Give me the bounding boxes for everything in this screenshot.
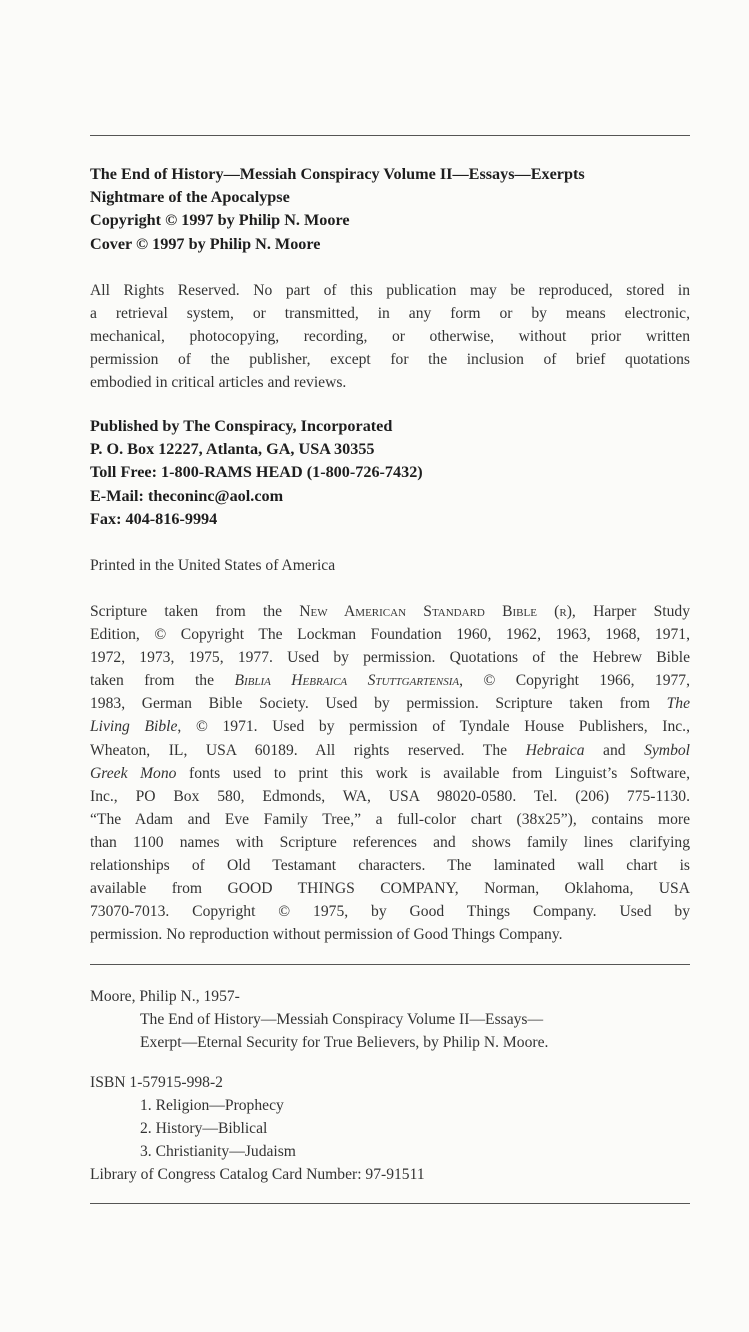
bible-name: The	[666, 695, 690, 713]
publisher-address: P. O. Box 12227, Atlanta, GA, USA 30355	[90, 440, 375, 459]
text: , © 1971. Used by permission of Tyndale House Publishers, Inc.,	[177, 718, 690, 736]
text: 1983, German Bible Society. Used by permission. Scripture taken from	[90, 695, 667, 713]
scripture-line: Edition, © Copyright The Lockman Foundation 1960, 1962, 1963, 1968, 1971,	[90, 626, 690, 644]
scripture-line	[90, 715, 690, 738]
scripture-line: 1972, 1973, 1975, 1977. Used by permission. Quotations of the Hebrew Bible	[90, 649, 690, 667]
text: Scripture taken from the	[90, 603, 300, 620]
rights-line: All Rights Reserved. No part of this publication may be reproduced, stored in	[90, 282, 690, 299]
scripture-paragraph	[90, 600, 690, 946]
text: and	[584, 741, 645, 759]
scripture-line: 73070-7013. Copyright © 1975, by Good Things Company. Used by	[90, 903, 690, 921]
cover-copyright-line: Cover © 1997 by Philip N. Moore	[90, 234, 321, 253]
text: fonts used to print this work is available from Linguist’s Software,	[176, 764, 691, 782]
bible-name: Living Bible	[90, 718, 178, 736]
catalog-title: The End of History—Messiah Conspiracy Volume II—Essays—	[140, 1011, 544, 1029]
catalog-author: Moore, Philip N., 1957-	[90, 988, 240, 1005]
scripture-line: available from GOOD THINGS COMPANY, Norman, Oklahoma, USA	[90, 880, 690, 898]
text: , © Copyright 1966, 1977,	[459, 672, 690, 690]
catalog-subjects	[90, 1071, 690, 1186]
bottom-rule	[90, 1203, 690, 1204]
top-rule	[90, 135, 690, 136]
subject-item: 2. History—Biblical	[140, 1120, 268, 1138]
scripture-line	[90, 762, 690, 785]
font-name: Hebraica	[525, 741, 585, 759]
font-name: Greek Mono	[90, 764, 177, 782]
scripture-line: “The Adam and Eve Family Tree,” a full-color chart (38x25”), contains more	[90, 810, 690, 828]
rights-line: a retrieval system, or transmitted, in any form or by means electronic,	[90, 305, 690, 323]
rights-paragraph	[90, 279, 690, 394]
catalog-title: Exerpt—Eternal Security for True Believers, by Philip N. Moore.	[140, 1034, 549, 1052]
subject-item: 3. Christianity—Judaism	[140, 1143, 296, 1161]
font-name: Symbol	[644, 741, 690, 759]
publisher-phone: Toll Free: 1-800-RAMS HEAD (1-800-726-7432)	[90, 463, 423, 482]
bible-name: Biblia Hebraica Stuttgartensia	[234, 672, 460, 690]
bible-name: New American Standard Bible (r)	[299, 603, 572, 620]
lccn: Library of Congress Catalog Card Number: 97-91511	[90, 1166, 425, 1184]
scripture-line	[90, 739, 690, 762]
rights-line: permission of the publisher, except for the inclusion of brief quotations	[90, 351, 690, 369]
subtitle: Nightmare of the Apocalypse	[90, 188, 290, 207]
scripture-line: Inc., PO Box 580, Edmonds, WA, USA 98020-0580. Tel. (206) 775-1130.	[90, 787, 690, 805]
scripture-line: permission. No reproduction without permission of Good Things Company.	[90, 926, 563, 944]
copyright-line: Copyright © 1997 by Philip N. Moore	[90, 211, 350, 230]
printed-in: Printed in the United States of America	[90, 557, 336, 574]
isbn: ISBN 1-57915-998-2	[90, 1074, 223, 1091]
scripture-line	[90, 669, 690, 692]
text: , Harper Study	[571, 603, 690, 620]
subject-item: 1. Religion—Prophecy	[140, 1097, 284, 1115]
publisher-block	[90, 415, 690, 531]
book-title: The End of History—Messiah Conspiracy Volume II—Essays—Exerpts	[90, 165, 585, 183]
scripture-line: than 1100 names with Scripture references and shows family lines clarifying	[90, 833, 690, 851]
rights-line: embodied in critical articles and reviews.	[90, 374, 347, 392]
text: Wheaton, IL, USA 60189. All rights reserved. The	[90, 741, 526, 759]
middle-rule	[90, 964, 690, 965]
rights-line: mechanical, photocopying, recording, or otherwise, without prior written	[90, 328, 690, 346]
scripture-line: relationships of Old Testamant characters. The laminated wall chart is	[90, 857, 690, 875]
scripture-line	[90, 692, 690, 715]
scripture-line	[90, 600, 690, 623]
title-block	[90, 163, 690, 256]
publisher-email: E-Mail: theconinc@aol.com	[90, 486, 284, 505]
publisher-name: Published by The Conspiracy, Incorporated	[90, 417, 393, 435]
catalog-entry	[90, 985, 690, 1054]
publisher-fax: Fax: 404-816-9994	[90, 509, 218, 528]
text: taken from the	[90, 672, 235, 690]
